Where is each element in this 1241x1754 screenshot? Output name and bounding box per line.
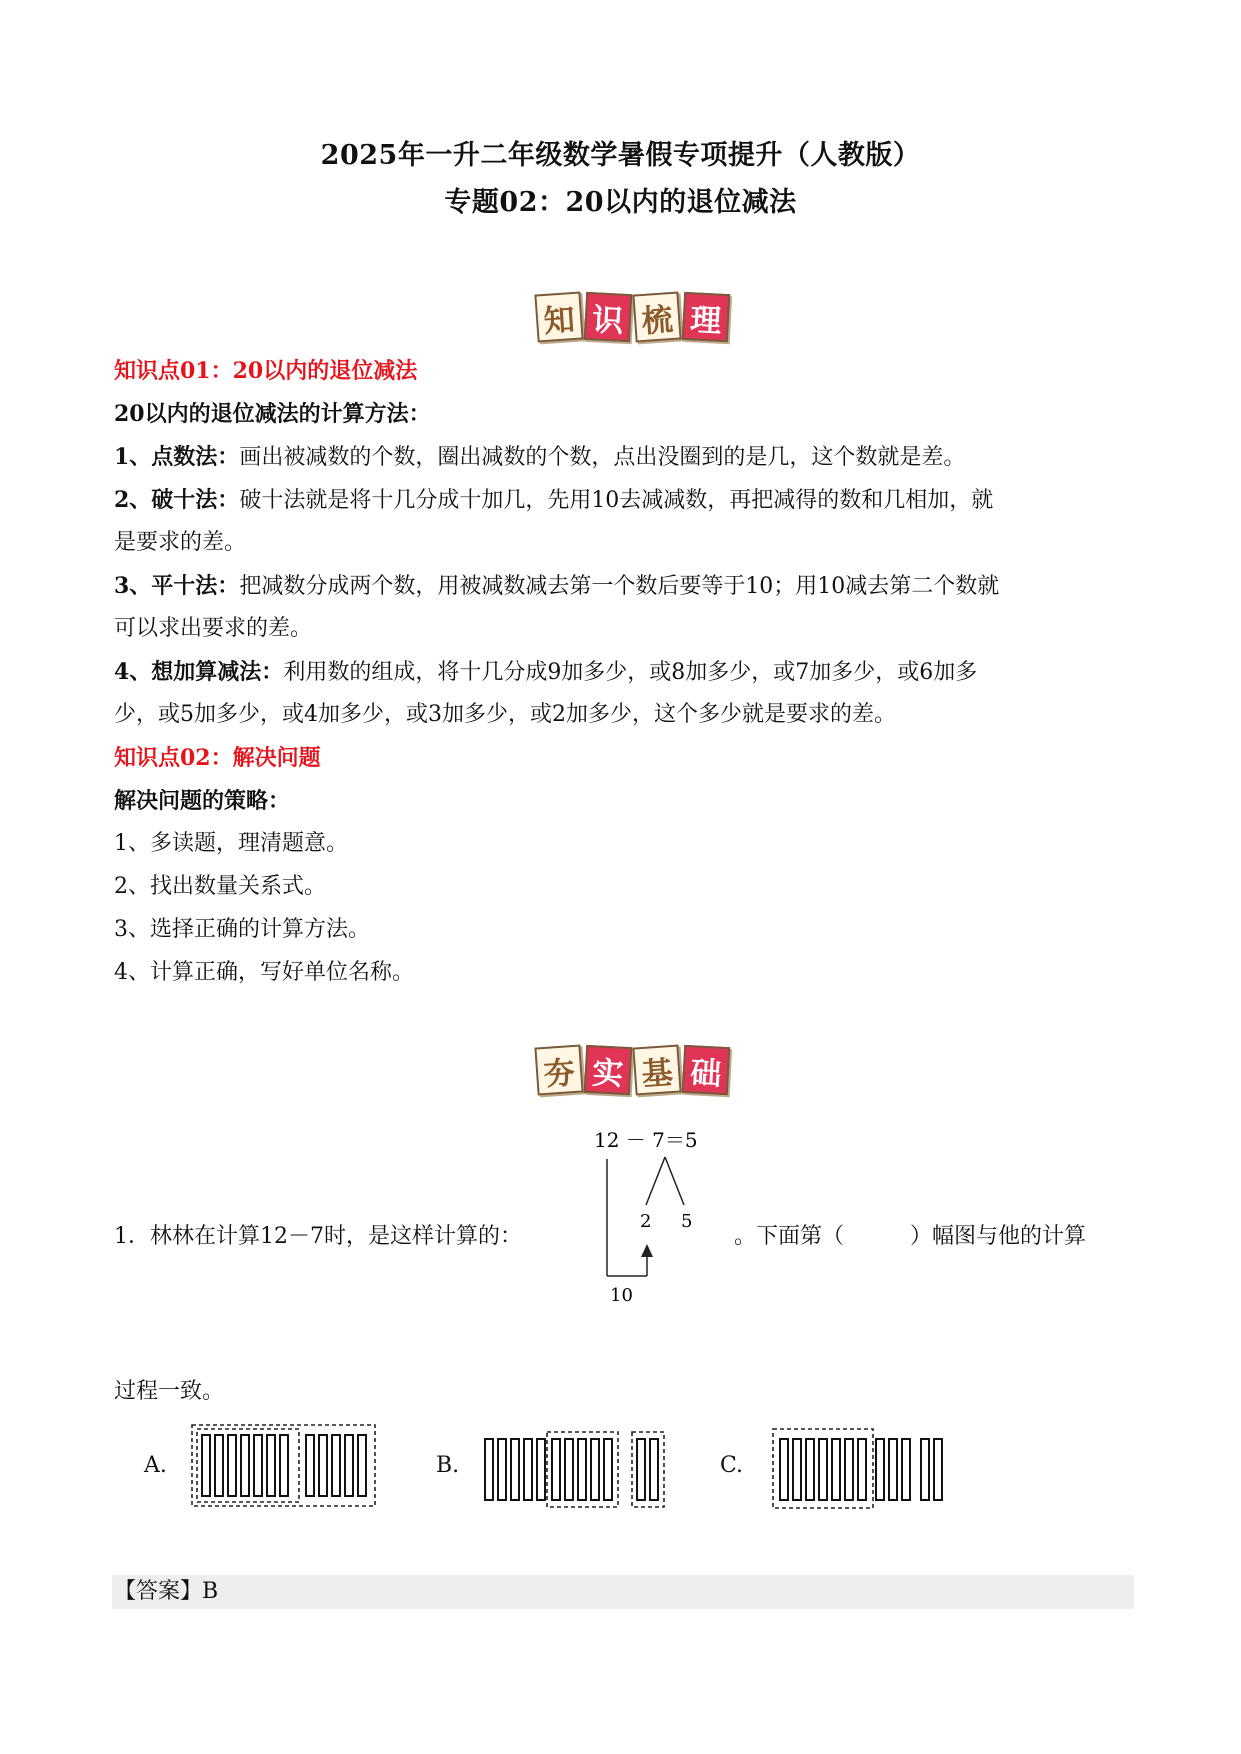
badge-char: 基 xyxy=(632,1044,681,1095)
diagram-equation: 12 － 7＝5 xyxy=(594,1128,698,1152)
stick-bundle xyxy=(780,1439,942,1500)
diagram-split-line xyxy=(646,1157,665,1205)
option-b-figure xyxy=(478,1422,668,1510)
dashed-circle-ten xyxy=(192,1425,375,1506)
option-b-label: B. xyxy=(436,1453,460,1478)
option-a-label: A. xyxy=(144,1453,167,1478)
method-text-cont: 少，或5加多少，或4加多少，或3加多少，或2加多少，这个多少就是要求的差。 xyxy=(114,702,896,727)
knowledge-point-2-heading: 知识点02：解决问题 xyxy=(114,745,321,771)
method-item-1 xyxy=(114,442,965,473)
method-label: 2、破十法： xyxy=(114,487,240,513)
method-label: 3、平十法： xyxy=(114,573,240,599)
badge-char: 知 xyxy=(534,291,583,342)
option-c-figure xyxy=(768,1422,958,1510)
method-text-cont: 可以求出要求的差。 xyxy=(114,616,313,641)
strategy-item: 3、选择正确的计算方法。 xyxy=(114,917,370,942)
question-1-cont: 过程一致。 xyxy=(114,1379,225,1404)
method-text: 把减数分成两个数，用被减数减去第一个数后要等于10；用10减去第二个数就 xyxy=(239,574,1000,599)
badge-char: 理 xyxy=(682,292,730,342)
method-item-2 xyxy=(114,485,993,516)
page-subtitle: 专题02：20以内的退位减法 xyxy=(444,187,797,218)
method-item-3 xyxy=(114,571,999,602)
diagram-ten: 10 xyxy=(610,1285,633,1305)
method-text: 利用数的组成，将十几分成9加多少，或8加多少，或7加多少，或6加多 xyxy=(283,660,978,685)
strategy-title: 解决问题的策略： xyxy=(114,788,291,814)
method-label: 4、想加算减法： xyxy=(114,659,284,685)
strategy-item: 1、多读题，理清题意。 xyxy=(114,831,348,856)
diagram-right-part: 5 xyxy=(681,1211,693,1232)
badge-char: 识 xyxy=(584,292,632,342)
badge-char: 础 xyxy=(682,1045,730,1095)
badge-char: 夯 xyxy=(534,1044,583,1095)
method-label: 1、点数法： xyxy=(114,444,240,470)
page-title: 2025年一升二年级数学暑假专项提升（人教版） xyxy=(320,140,921,171)
badge-char: 梳 xyxy=(632,291,681,342)
strategy-item: 2、找出数量关系式。 xyxy=(114,874,326,899)
method-text: 画出被减数的个数，圈出减数的个数，点出没圈到的是几，这个数就是差。 xyxy=(239,445,966,470)
strategy-item: 4、计算正确，写好单位名称。 xyxy=(114,960,414,985)
knowledge-review-badge xyxy=(536,293,729,341)
method-title: 20以内的退位减法的计算方法： xyxy=(114,401,431,427)
stick-bundle xyxy=(202,1435,366,1496)
diagram-left-part: 2 xyxy=(640,1211,652,1232)
arrow-up-icon xyxy=(641,1244,653,1257)
diagram-split-line xyxy=(665,1157,684,1205)
method-item-4 xyxy=(114,657,977,688)
answer-bar: 【答案】B xyxy=(112,1575,1134,1609)
method-text: 破十法就是将十几分成十加几，先用10去减减数，再把减得的数和几相加，就 xyxy=(239,488,994,513)
option-c-label: C. xyxy=(720,1453,744,1478)
question-1-prefix: 1．林林在计算12－7时，是这样计算的： xyxy=(114,1224,522,1249)
dashed-circle-group xyxy=(547,1432,618,1507)
calculation-diagram xyxy=(590,1125,730,1305)
badge-char: 实 xyxy=(584,1045,632,1095)
question-1-suffix: 。下面第（ ）幅图与他的计算 xyxy=(734,1224,1087,1249)
knowledge-point-1-heading: 知识点01：20以内的退位减法 xyxy=(114,358,418,384)
option-a-figure xyxy=(190,1422,380,1510)
method-text-cont: 是要求的差。 xyxy=(114,530,247,555)
basic-practice-badge xyxy=(536,1046,729,1094)
